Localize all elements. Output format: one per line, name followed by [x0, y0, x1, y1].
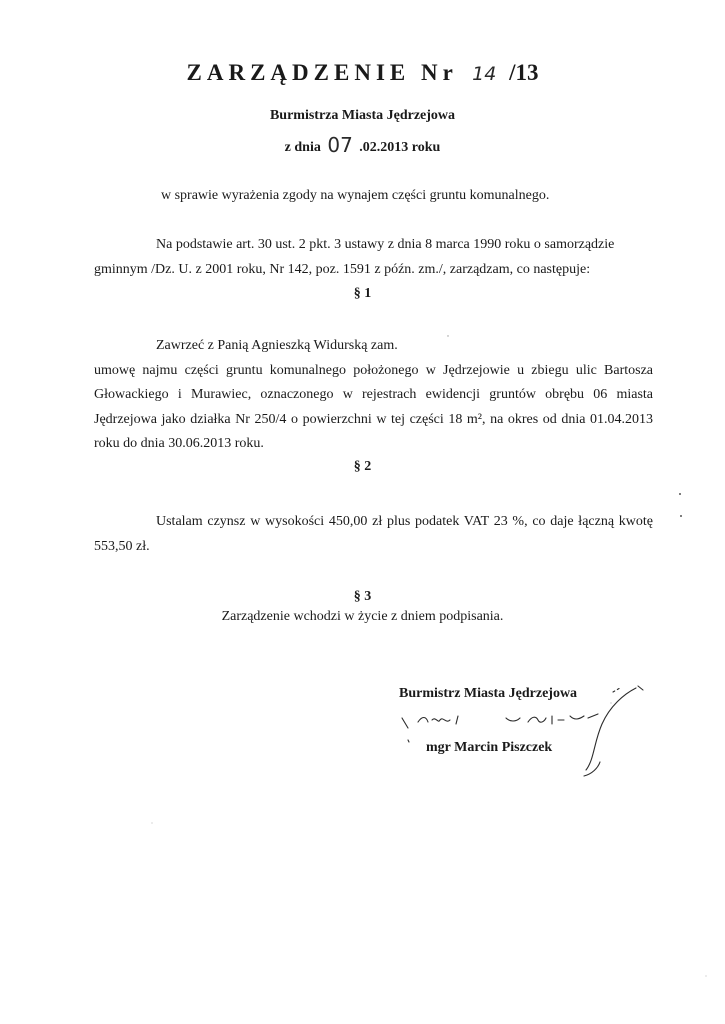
title-prefix: ZARZĄDZENIE Nr: [186, 60, 458, 85]
issuer-line: Burmistrza Miasta Jędrzejowa: [269, 108, 456, 123]
section-3-heading: § 3: [353, 589, 372, 604]
handwritten-number: 14: [472, 63, 497, 85]
section-1-body: umowę najmu części gruntu komunalnego położonego w Jędrzejowie u zbiegu ulic Bartosza Głowackiego i Murawiec, oznaczonego w rejestrach ewidencji gruntów obrębu 06 miasta Jędrzejowa jako działka Nr 250/4 o powierzchni w tej części 18 m², na okres od dnia 01.04.2013 roku do dnia 30.06.2013 roku.: [94, 362, 653, 451]
title-year: /13: [509, 60, 539, 85]
date-suffix: .02.2013 roku: [359, 140, 441, 155]
date-prefix: z dnia: [284, 140, 321, 155]
section-1-heading: § 1: [353, 286, 372, 301]
section-2-paragraph: Ustalam czynsz w wysokości 450,00 zł plus podatek VAT 23 %, co daje łączną kwotę 553,50 zł.: [94, 514, 653, 554]
handwritten-day: 07: [327, 133, 353, 157]
subject-line: w sprawie wyrażenia zgody na wynajem części gruntu komunalnego.: [161, 188, 550, 203]
section-1-line-1: Zawrzeć z Panią Agnieszką Widurską zam.: [156, 338, 398, 353]
section-3-paragraph: Zarządzenie wchodzi w życie z dniem podpisania.: [221, 609, 504, 624]
section-2-heading: § 2: [353, 459, 372, 474]
preamble-line-1: Na podstawie art. 30 ust. 2 pkt. 3 ustawy z dnia 8 marca 1990 roku o samorządzie: [156, 237, 615, 252]
signatory-name: mgr Marcin Piszczek: [426, 740, 553, 755]
preamble-line-2: gminnym /Dz. U. z 2001 roku, Nr 142, poz. 1591 z późn. zm./, zarządzam, co następuje:: [94, 261, 591, 277]
signatory-title: Burmistrz Miasta Jędrzejowa: [399, 686, 578, 701]
